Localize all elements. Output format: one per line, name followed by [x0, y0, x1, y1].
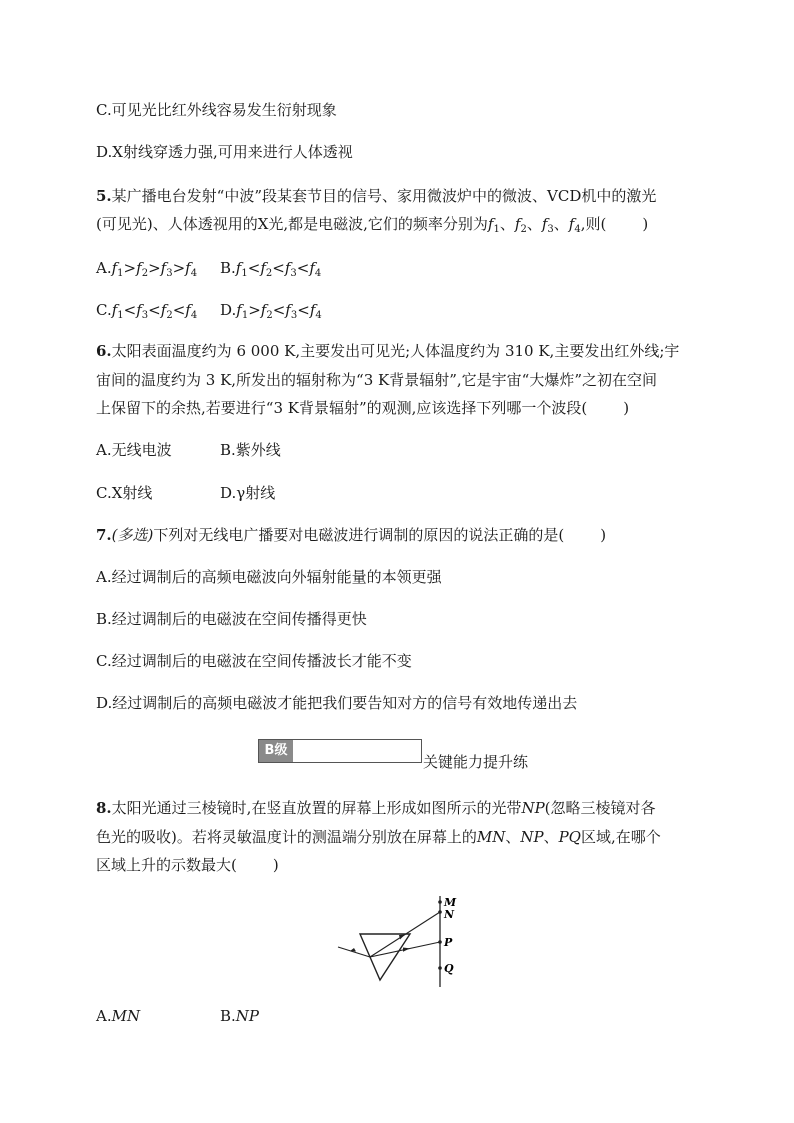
q4-option-d: D.X射线穿透力强,可用来进行人体透视: [96, 143, 353, 161]
q6-number: 6.: [96, 342, 112, 360]
q6-option-a: A.无线电波: [96, 441, 172, 459]
section-level-tag: B级: [259, 740, 293, 762]
q5-number: 5.: [96, 187, 112, 205]
q7-number: 7.: [96, 526, 112, 544]
q6-stem-line2: 宙间的温度约为 3 K,所发出的辐射称为“3 K背景辐射”,它是宇宙“大爆炸”之初在空间: [96, 371, 658, 389]
section-banner: [258, 739, 422, 763]
q7-option-a: A.经过调制后的高频电磁波向外辐射能量的本领更强: [96, 568, 442, 586]
q6-option-c: C.X射线: [96, 484, 153, 502]
label-p: P: [444, 936, 453, 949]
section-title: 关键能力提升练: [423, 753, 529, 771]
q7-option-b: B.经过调制后的电磁波在空间传播得更快: [96, 610, 367, 628]
label-n: N: [444, 908, 455, 921]
q7-option-d: D.经过调制后的高频电磁波才能把我们要告知对方的信号有效地传递出去: [96, 694, 578, 712]
label-q: Q: [444, 962, 454, 975]
q5-option-a: $A.f_1>f_2>f_3>f_4$: [96, 259, 198, 279]
q8-stem-line1: 8.太阳光通过三棱镜时,在竖直放置的屏幕上形成如图所示的光带NP(忽略三棱镜对各: [96, 799, 656, 817]
q7-option-c: C.经过调制后的电磁波在空间传播波长才能不变: [96, 652, 412, 670]
q8-number: 8.: [96, 799, 112, 817]
q8-option-b: B.NP: [220, 1007, 260, 1025]
q5-stem-line2: (可见光)、人体透视用的X光,都是电磁波,它们的频率分别为$f_1$、$f_2$、$f_3$、$f_4$,则( ): [96, 215, 649, 235]
q5-option-d: $D.f_1>f_2<f_3<f_4$: [220, 301, 322, 321]
q8-stem-line2: 色光的吸收)。若将灵敏温度计的测温端分别放在屏幕上的MN、NP、PQ区域,在哪个: [96, 828, 661, 846]
q7-stem: 7.(多选)下列对无线电广播要对电磁波进行调制的原因的说法正确的是( ): [96, 526, 607, 544]
label-m: M: [444, 896, 457, 909]
q5-option-c: $C.f_1<f_3<f_2<f_4$: [96, 301, 198, 321]
prism-figure: [330, 892, 470, 992]
q5-option-b: $B.f_1<f_2<f_3<f_4$: [220, 259, 322, 279]
q5-stem-line1: 5.某广播电台发射“中波”段某套节目的信号、家用微波炉中的微波、VCD机中的激光: [96, 187, 657, 205]
prism-shape: [360, 934, 410, 980]
q7-multi-tag: (多选): [111, 526, 154, 544]
q4-option-c: C.可见光比红外线容易发生衍射现象: [96, 101, 337, 119]
q6-stem-line3: 上保留下的余热,若要进行“3 K背景辐射”的观测,应该选择下列哪一个波段( ): [96, 399, 630, 417]
q6-option-b: B.紫外线: [220, 441, 281, 459]
q6-option-d: D.γ射线: [220, 484, 276, 502]
q8-stem-line3: 区域上升的示数最大( ): [96, 856, 279, 874]
q8-option-a: A.MN: [96, 1007, 141, 1025]
q6-stem-line1: 6.太阳表面温度约为 6 000 K,主要发出可见光;人体温度约为 310 K,主要发出红外线;宇: [96, 342, 680, 360]
